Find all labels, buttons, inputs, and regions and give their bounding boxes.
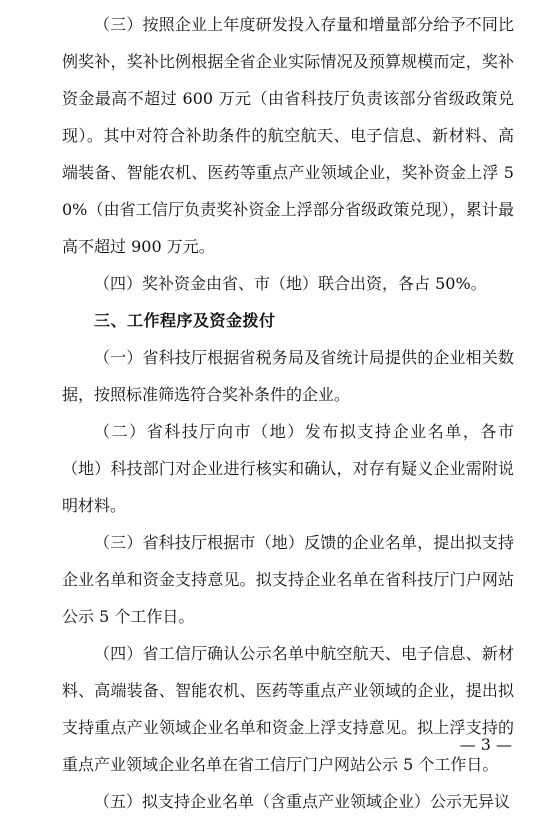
page-number: — 3 — <box>459 735 512 754</box>
paragraph-subsidy-ratio: （三）按照企业上年度研发投入存量和增量部分给予不同比例奖补，奖补比例根据全省企业实际情况及预算规模而定，奖补资金最高不超过 600 万元（由省科技厅负责该部分省级政策兑现）。其中对符合补助条件的航空航天、电子信息、新材料、高端装备、智能农机、医药等重点产业领域企业，奖补资金上浮 50%（由省工信厅负责奖补资金上浮部分省级政策兑现），累计最高不超过 900 万元。 <box>62 15 514 256</box>
document-body <box>62 0 514 820</box>
paragraph-procedure-5: （五）拟支持企业名单（含重点产业领域企业）公示无异议 <box>94 792 511 811</box>
paragraph-procedure-1: （一）省科技厅根据省税务局及省统计局提供的企业相关数据，按照标准筛选符合奖补条件的企业。 <box>62 348 514 404</box>
paragraph-procedure-2: （二）省科技厅向市（地）发布拟支持企业名单，各市（地）科技部门对企业进行核实和确认，对存有疑义企业需附说明材料。 <box>62 422 514 515</box>
paragraph-funding-split: （四）奖补资金由省、市（地）联合出资，各占 50%。 <box>94 274 487 293</box>
section-heading-procedure: 三、工作程序及资金拨付 <box>94 311 276 330</box>
paragraph-procedure-3: （三）省科技厅根据市（地）反馈的企业名单，提出拟支持企业名单和资金支持意见。拟支持企业名单在省科技厅门户网站公示 5 个工作日。 <box>62 533 514 626</box>
paragraph-procedure-4: （四）省工信厅确认公示名单中航空航天、电子信息、新材料、高端装备、智能农机、医药等重点产业领域的企业，提出拟支持重点产业领域企业名单和资金上浮支持意见。拟上浮支持的重点产业领域企业名单在省工信厅门户网站公示 5 个工作日。 <box>62 644 514 774</box>
